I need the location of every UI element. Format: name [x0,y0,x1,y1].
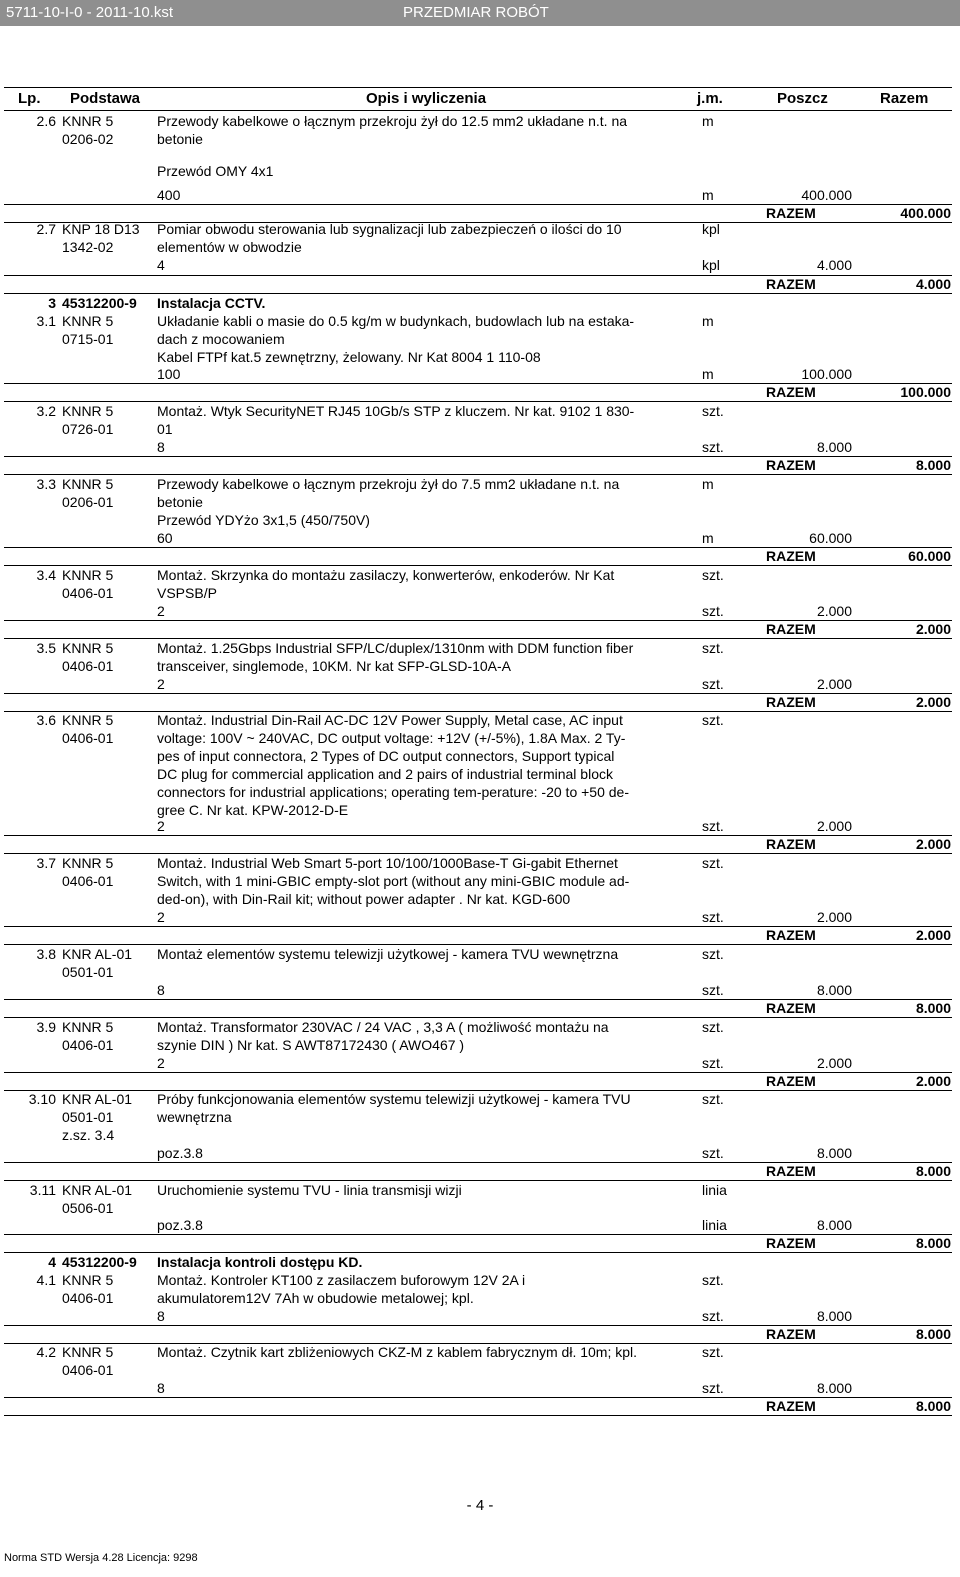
document-title: PRZEDMIAR ROBÓT [403,4,549,21]
basis-line: 45312200-9 [62,295,137,311]
item-unit: linia [702,1182,727,1198]
quantity-value: 2.000 [816,1055,852,1071]
description-line: betonie [157,494,203,510]
item-description [157,475,695,529]
quantity-value: 8.000 [816,439,852,455]
quantity-unit: szt. [702,1145,724,1161]
description-line: Próby funkcjonowania elementów systemu telewizji użytkowej - kamera TVU [157,1091,631,1107]
quantity-value: 2.000 [816,676,852,692]
quantity-value: 100.000 [801,366,852,382]
razem-row [4,383,952,402]
item-unit: szt. [702,712,724,728]
razem-value: 400.000 [900,205,951,221]
basis-line: KNNR 5 [62,1019,114,1035]
description-line: Instalacja kontroli dostępu KD. [157,1254,363,1270]
razem-label: RAZEM [766,927,816,943]
item-description [157,1253,695,1271]
basis-line: 0406-01 [62,585,114,601]
description-line: Uruchomienie systemu TVU - linia transmisji wizji [157,1182,462,1198]
quantity-expression: 8 [157,1308,165,1324]
quantity-value: 4.000 [816,257,852,273]
razem-row [4,456,952,475]
quantity-expression: 2 [157,818,165,834]
item-description [157,294,695,312]
item-description [157,945,695,963]
item-description [157,639,695,675]
item-description [157,1090,695,1126]
item-number: 3.1 [36,313,56,329]
razem-row [4,1162,952,1181]
description-line: Montaż. Skrzynka do montażu zasilaczy, konwerterów, enkoderów. Nr Kat [157,567,615,583]
razem-label: RAZEM [766,694,816,710]
quantity-value: 8.000 [816,1308,852,1324]
file-name: 5711-10-I-0 - 2011-10.kst [6,4,174,21]
basis-line: KNP 18 D13 [62,221,140,237]
basis-line: 0406-01 [62,1037,114,1053]
item-basis [62,945,158,981]
item-basis [62,639,158,675]
quantity-expression: 2 [157,909,165,925]
item-number: 3.5 [36,640,56,656]
quantity-value: 60.000 [809,530,852,546]
item-number: 4.2 [36,1344,56,1360]
basis-line: KNR AL-01 [62,1182,133,1198]
description-line: Przewód YDYżo 3x1,5 (450/750V) [157,512,370,528]
quantity-value: 2.000 [816,909,852,925]
item-description [157,1343,695,1361]
quantity-expression: 60 [157,530,173,546]
razem-row [4,1397,952,1416]
basis-line: 0406-01 [62,1362,114,1378]
razem-row [4,926,952,945]
razem-label: RAZEM [766,1326,816,1342]
razem-value: 2.000 [915,1073,951,1089]
quantity-value: 8.000 [816,1380,852,1396]
item-basis [62,1343,158,1379]
col-lp: Lp. [18,90,41,107]
item-unit: kpl [702,221,720,237]
basis-line: KNNR 5 [62,313,114,329]
quantity-unit: szt. [702,676,724,692]
basis-line: KNNR 5 [62,567,114,583]
basis-line: 1342-02 [62,239,114,255]
quantity-unit: szt. [702,909,724,925]
quantity-unit: szt. [702,1380,724,1396]
razem-label: RAZEM [766,621,816,637]
quantity-expression: 8 [157,439,165,455]
quantity-expression: 2 [157,676,165,692]
item-unit: szt. [702,403,724,419]
description-line: elementów w obwodzie [157,239,302,255]
item-basis [62,854,158,890]
quantity-expression: poz.3.8 [157,1145,203,1161]
razem-value: 2.000 [915,927,951,943]
description-line: akumulatorem12V 7Ah w obudowie metalowej; kpl. [157,1290,474,1306]
description-line: voltage: 100V ~ 240VAC, DC output voltage: +12V (+/-5%), 1.8A Max. 2 Ty- [157,730,626,746]
razem-value: 8.000 [915,1398,951,1414]
basis-line: 0406-01 [62,658,114,674]
razem-value: 2.000 [915,621,951,637]
basis-line: KNNR 5 [62,1344,114,1360]
item-number: 3.3 [36,476,56,492]
description-line: betonie [157,131,203,147]
razem-value: 8.000 [915,1326,951,1342]
basis-line: 0501-01 [62,1109,114,1125]
razem-value: 8.000 [915,1000,951,1016]
description-line: Montaż. Kontroler KT100 z zasilaczem buforowym 12V 2A i [157,1272,526,1288]
basis-line: 0406-01 [62,873,114,889]
razem-value: 100.000 [900,384,951,400]
item-number: 3.7 [36,855,56,871]
item-description [157,854,695,908]
item-unit: m [702,476,714,492]
quantity-unit: linia [702,1217,727,1233]
item-number: 3.2 [36,403,56,419]
item-unit: szt. [702,640,724,656]
item-basis [62,312,158,348]
description-line: Montaż. Transformator 230VAC / 24 VAC , 3,3 A ( możliwość montażu na [157,1019,609,1035]
basis-line: KNR AL-01 [62,946,133,962]
item-number: 4.1 [36,1272,56,1288]
description-line: Montaż elementów systemu telewizji użytkowej - kamera TVU wewnętrzna [157,946,619,962]
basis-line: 0715-01 [62,331,114,347]
item-description [157,566,695,602]
item-description [157,112,695,148]
item-basis [62,1181,158,1217]
description-line: pes of input connectora, 2 Types of DC output connectors, Support typical [157,748,615,764]
item-number: 3.6 [36,712,56,728]
basis-line: KNNR 5 [62,113,114,129]
page-number: - 4 - [466,1497,494,1514]
item-basis [62,1253,158,1271]
razem-value: 8.000 [915,1163,951,1179]
item-number: 3.10 [28,1091,56,1107]
razem-label: RAZEM [766,276,816,292]
quantity-value: 8.000 [816,1145,852,1161]
item-unit: szt. [702,946,724,962]
item-basis [62,566,158,602]
quantity-value: 8.000 [816,982,852,998]
item-unit: szt. [702,1091,724,1107]
description-line: dach z mocowaniem [157,331,285,347]
description-line: Przewody kabelkowe o łącznym przekroju żył do 12.5 mm2 układane n.t. na [157,113,628,129]
item-basis [62,294,158,312]
description-line: Układanie kabli o masie do 0.5 kg/m w budynkach, budowlach lub na estaka- [157,313,635,329]
basis-line: KNNR 5 [62,640,114,656]
quantity-unit: szt. [702,982,724,998]
razem-row [4,1234,952,1253]
item-unit: m [702,113,714,129]
description-line: Montaż. 1.25Gbps Industrial SFP/LC/duplex/1310nm with DDM function fiber [157,640,634,656]
description-line: 01 [157,421,173,437]
razem-row [4,999,952,1018]
razem-label: RAZEM [766,1000,816,1016]
description-line: Montaż. Czytnik kart zbliżeniowych CKZ-M z kablem fabrycznym dł. 10m; kpl. [157,1344,638,1360]
footer-license: Norma STD Wersja 4.28 Licencja: 9298 [4,1552,198,1564]
item-number: 3.4 [36,567,56,583]
basis-line: 0406-01 [62,1290,114,1306]
basis-line: KNNR 5 [62,712,114,728]
razem-value: 8.000 [915,1235,951,1251]
col-jm: j.m. [697,90,723,107]
basis-line: 0206-02 [62,131,114,147]
description-line: Montaż. Industrial Web Smart 5-port 10/100/1000Base-T Gi-gabit Ethernet [157,855,618,871]
item-basis [62,1271,158,1307]
basis-line: 0726-01 [62,421,114,437]
basis-line: 0501-01 [62,964,114,980]
description-line: Montaż. Industrial Din-Rail AC-DC 12V Power Supply, Metal case, AC input [157,712,623,728]
basis-line: KNNR 5 [62,403,114,419]
basis-line: 0206-01 [62,494,114,510]
razem-value: 8.000 [915,457,951,473]
quantity-unit: m [702,530,714,546]
razem-value: 2.000 [915,694,951,710]
basis-line: KNNR 5 [62,476,114,492]
item-description [157,1181,695,1199]
razem-label: RAZEM [766,1073,816,1089]
razem-label: RAZEM [766,1235,816,1251]
description-line: ded-on), with Din-Rail kit; without power adapter . Nr kat. KGD-600 [157,891,571,907]
item-unit: szt. [702,1344,724,1360]
description-line: Montaż. Wtyk SecurityNET RJ45 10Gb/s STP z kluczem. Nr kat. 9102 1 830- [157,403,635,419]
basis-line: KNNR 5 [62,855,114,871]
item-description [157,402,695,438]
item-number: 3.11 [29,1182,56,1198]
item-description [157,711,695,819]
description-line: VSPSB/P [157,585,217,601]
quantity-unit: kpl [702,257,720,273]
razem-label: RAZEM [766,836,816,852]
quantity-value: 2.000 [816,818,852,834]
razem-row [4,835,952,854]
quantity-value: 8.000 [816,1217,852,1233]
basis-line: 0506-01 [62,1200,114,1216]
description-line: Przewody kabelkowe o łącznym przekroju żył do 7.5 mm2 układane n.t. na [157,476,620,492]
quantity-unit: m [702,366,714,382]
item-description [157,220,695,256]
item-description [157,1018,695,1054]
quantity-expression: 2 [157,603,165,619]
item-basis [62,475,158,511]
item-unit: szt. [702,567,724,583]
item-basis [62,711,158,747]
razem-label: RAZEM [766,205,816,221]
item-basis [62,220,158,256]
description-line: Switch, with 1 mini-GBIC empty-slot port (without any mini-GBIC module ad- [157,873,630,889]
razem-label: RAZEM [766,1398,816,1414]
razem-row [4,275,952,294]
quantity-unit: szt. [702,1055,724,1071]
quantity-unit: szt. [702,439,724,455]
razem-row [4,547,952,566]
item-number: 2.7 [36,221,56,237]
quantity-unit: szt. [702,603,724,619]
description-line: gree C. Nr kat. KPW-2012-D-E [157,802,349,818]
razem-label: RAZEM [766,457,816,473]
quantity-expression: 4 [157,257,165,273]
description-line: DC plug for commercial application and 2 pairs of industrial terminal block [157,766,613,782]
item-number: 2.6 [36,113,56,129]
description-line: szynie DIN ) Nr kat. S AWT87172430 ( AWO467 ) [157,1037,465,1053]
quantity-expression: 400 [157,187,181,203]
item-basis [62,112,158,148]
description-line: Kabel FTPf kat.5 zewnętrzny, żelowany. Nr Kat 8004 1 110-08 [157,349,541,365]
quantity-value: 2.000 [816,603,852,619]
razem-value: 2.000 [915,836,951,852]
quantity-unit: szt. [702,818,724,834]
basis-line: KNNR 5 [62,1272,114,1288]
razem-row [4,1325,952,1344]
razem-value: 4.000 [915,276,951,292]
quantity-unit: m [702,187,714,203]
col-opis: Opis i wyliczenia [366,90,487,107]
quantity-value: 400.000 [801,187,852,203]
basis-line: 45312200-9 [62,1254,137,1270]
col-razem: Razem [880,90,929,107]
razem-label: RAZEM [766,1163,816,1179]
quantity-expression: 8 [157,982,165,998]
description-line: Pomiar obwodu sterowania lub sygnalizacji lub zabezpieczeń o ilości do 10 [157,221,622,237]
quantity-note-text: Przewód OMY 4x1 [157,163,274,179]
razem-label: RAZEM [766,384,816,400]
item-description [157,312,695,366]
col-poszcz: Poszcz [777,90,828,107]
item-unit: szt. [702,1019,724,1035]
description-line: wewnętrzna [157,1109,232,1125]
item-number: 3.9 [36,1019,56,1035]
quantity-expression: 100 [157,366,181,382]
quantity-expression: poz.3.8 [157,1217,203,1233]
razem-value: 60.000 [908,548,951,564]
basis-line: KNR AL-01 [62,1091,133,1107]
item-unit: szt. [702,1272,724,1288]
description-line: Instalacja CCTV. [157,295,266,311]
quantity-expression: 8 [157,1380,165,1396]
razem-row [4,693,952,712]
item-description [157,1271,695,1307]
description-line: connectors for industrial applications; operating tem-perature: -20 to +50 de- [157,784,629,800]
item-number: 3.8 [36,946,56,962]
razem-row [4,1072,952,1091]
item-basis [62,402,158,438]
quantity-unit: szt. [702,1308,724,1324]
quantity-expression: 2 [157,1055,165,1071]
description-line: transceiver, singlemode, 10KM. Nr kat SFP-GLSD-10A-A [157,658,512,674]
razem-row [4,620,952,639]
item-number: 4 [48,1254,56,1270]
item-basis [62,1090,158,1144]
razem-label: RAZEM [766,548,816,564]
basis-line: 0406-01 [62,730,114,746]
item-unit: szt. [702,855,724,871]
item-unit: m [702,313,714,329]
item-basis [62,1018,158,1054]
col-podstawa: Podstawa [70,90,141,107]
basis-line: z.sz. 3.4 [62,1127,115,1143]
item-number: 3 [48,295,56,311]
